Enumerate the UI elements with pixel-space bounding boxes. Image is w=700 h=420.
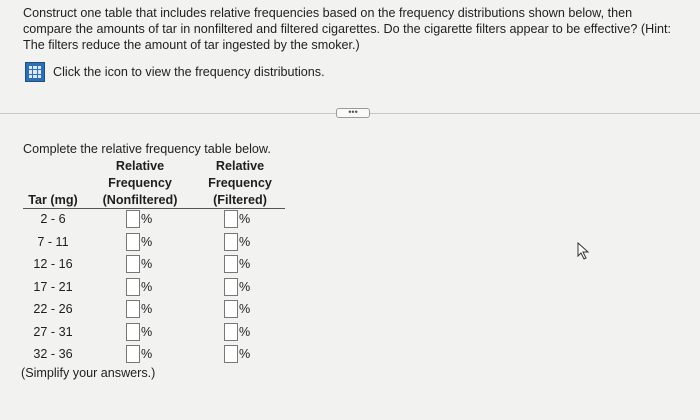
tar-range-label: 12 - 16: [33, 257, 73, 271]
percent-sign: %: [141, 302, 153, 316]
header-filtered-line: Relative: [215, 159, 265, 173]
nonfiltered-frequency-cell: [126, 278, 152, 296]
percent-sign: %: [239, 212, 251, 226]
filtered-frequency-cell: [224, 300, 250, 318]
nonfiltered-frequency-cell: [126, 345, 152, 363]
expand-more-button[interactable]: •••: [336, 108, 370, 118]
nonfiltered-frequency-cell: [126, 323, 152, 341]
percent-sign: %: [239, 302, 251, 316]
filtered-frequency-input[interactable]: [224, 255, 238, 273]
header-nonfiltered: [95, 158, 185, 209]
header-tar: Tar (mg): [28, 193, 78, 207]
table-row: [0, 300, 700, 322]
nonfiltered-frequency-input[interactable]: [126, 300, 140, 318]
filtered-frequency-cell: [224, 345, 250, 363]
tar-range-label: 22 - 26: [33, 302, 73, 316]
nonfiltered-frequency-input[interactable]: [126, 255, 140, 273]
percent-sign: %: [239, 234, 251, 249]
filtered-frequency-input[interactable]: [224, 323, 238, 341]
nonfiltered-frequency-input[interactable]: [126, 345, 140, 363]
header-underline: [23, 208, 285, 209]
filtered-frequency-input[interactable]: [224, 210, 238, 228]
problem-line: The filters reduce the amount of tar ingested by the smoker.): [23, 38, 360, 52]
table-row: [0, 233, 700, 255]
tar-range-label: 27 - 31: [33, 324, 73, 339]
percent-sign: %: [239, 257, 251, 271]
tar-range-label: 32 - 36: [33, 347, 73, 361]
problem-line: Construct one table that includes relative frequencies based on the frequency distributions shown below, then: [23, 6, 633, 20]
filtered-frequency-cell: [224, 278, 250, 296]
instruction-text: Complete the relative frequency table below.: [23, 142, 271, 156]
percent-sign: %: [141, 212, 153, 226]
header-filtered: [195, 158, 285, 209]
percent-sign: %: [239, 347, 251, 361]
header-nonfiltered-line: Frequency: [108, 176, 172, 190]
filtered-frequency-cell: [224, 323, 250, 341]
filtered-frequency-input[interactable]: [224, 233, 238, 251]
table-row: [0, 323, 700, 345]
mouse-pointer-icon: [576, 242, 592, 260]
percent-sign: %: [141, 324, 153, 339]
header-filtered-line: (Filtered): [213, 193, 267, 207]
filtered-frequency-input[interactable]: [224, 300, 238, 318]
nonfiltered-frequency-cell: [126, 255, 152, 273]
problem-statement: [23, 5, 693, 53]
nonfiltered-frequency-input[interactable]: [126, 323, 140, 341]
table-row: [0, 255, 700, 277]
view-distributions-row: [25, 62, 325, 82]
section-divider: [0, 108, 700, 118]
header-nonfiltered-line: (Nonfiltered): [102, 193, 178, 207]
nonfiltered-frequency-input[interactable]: [126, 278, 140, 296]
table-row: [0, 345, 700, 367]
nonfiltered-frequency-cell: [126, 233, 152, 251]
nonfiltered-frequency-input[interactable]: [126, 233, 140, 251]
nonfiltered-frequency-cell: [126, 210, 152, 228]
filtered-frequency-input[interactable]: [224, 278, 238, 296]
problem-line: compare the amounts of tar in nonfiltered and filtered cigarettes. Do the cigarette filters appear to be effective? (Hint:: [23, 22, 671, 36]
filtered-frequency-cell: [224, 233, 250, 251]
nonfiltered-frequency-input[interactable]: [126, 210, 140, 228]
filtered-frequency-cell: [224, 210, 250, 228]
header-filtered-line: Frequency: [208, 176, 272, 190]
filtered-frequency-input[interactable]: [224, 345, 238, 363]
table-row: [0, 210, 700, 232]
percent-sign: %: [239, 279, 251, 294]
percent-sign: %: [239, 324, 251, 339]
filtered-frequency-cell: [224, 255, 250, 273]
nonfiltered-frequency-cell: [126, 300, 152, 318]
table-grid-icon[interactable]: [25, 62, 45, 82]
simplify-note: (Simplify your answers.): [21, 366, 156, 380]
header-nonfiltered-line: Relative: [115, 159, 165, 173]
percent-sign: %: [141, 257, 153, 271]
tar-range-label: 17 - 21: [33, 279, 73, 294]
percent-sign: %: [141, 279, 153, 294]
percent-sign: %: [141, 234, 153, 249]
tar-range-label: 2 - 6: [40, 212, 66, 226]
table-row: [0, 278, 700, 300]
percent-sign: %: [141, 347, 153, 361]
tar-range-label: 7 - 11: [37, 234, 69, 249]
view-distributions-label: Click the icon to view the frequency distributions.: [53, 65, 325, 79]
